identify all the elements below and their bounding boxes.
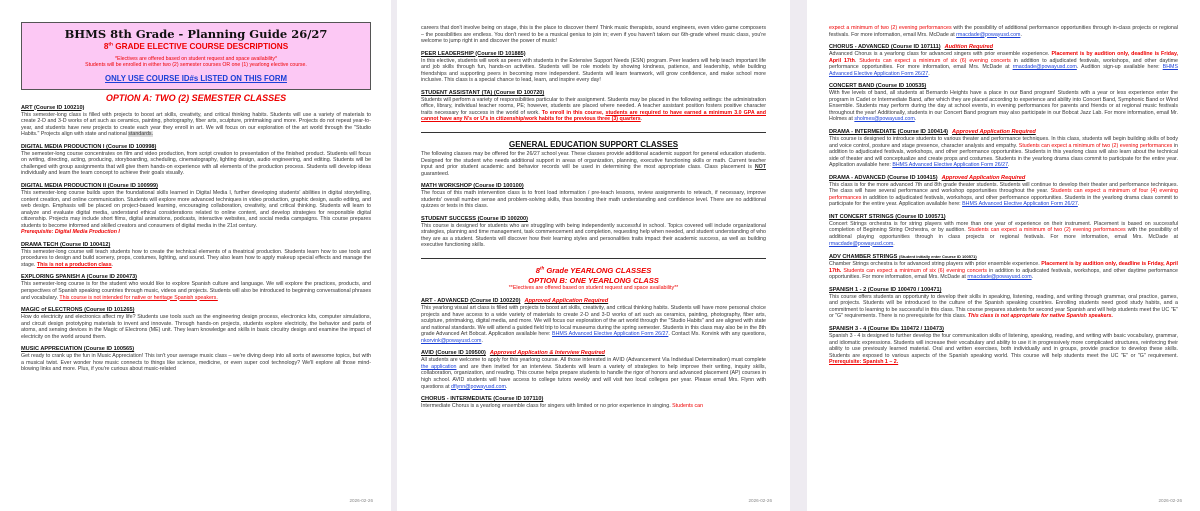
course-description: The semester-long course concentrates on film and video production, from script creation to presentation of the finished product. Students will focus on writing, directing, acting, producing, storyboarding, scheduling, cinematography, lighting design, audio engineering, and editing. Students will be challenged with group assignments that will give them hands-on experience with all elements of the production process. Students will develop ideas individually and learn the team concept to achieve their goals visually. (21, 150, 371, 177)
prerequisite-note: Prerequisite: Spanish 1 – 2. (829, 359, 899, 366)
course-description: This yearlong visual art class is filled with projects to boost art skills, creativity, and critical thinking habits. Students will have more personal choice projects and have access to a wide variety of materials to create 2-D and 3-D works of art such as ceramics, painting, photography, fiber arts, sculpture, printmaking, digital media, and more. We will focus our exploration of the art world through the "Studio Habits" and are aligned with state and national standards. We will attend a guided field trip to local museums during the spring semester. Students in this class may also be in the 8th grade Advanced Art Bobcat. Application available here: BHMS Advanced Elective Application Form 26/27. Contact Ms. Korvink with any questions, nkorvink@powayusd.com. (421, 305, 767, 344)
course-title: DIGITAL MEDIA PRODUCTION I (Course ID 100998) (21, 143, 157, 150)
course-description: This course offers students an opportunity to develop their skills in speaking, listening, reading, and writing through grammar, oral practice, games, and projects. Students will be introduced to the culture of the Spanish speaking countries. Enrolling students need good study habits, and a commitment to learning to be successful in this class. This course prepares students for second year Spanish and will help students meet the UC "E" or "G" requirements. There is no prerequisite for this class. This class is not appropriate for native Spanish speakers. (829, 293, 1178, 320)
email-link[interactable]: rmacdade@powayusd.com (829, 240, 894, 247)
course-title: CHORUS - INTERMEDIATE (Course ID 107110) (421, 396, 544, 403)
course-description: This semester-long course is for the student who would like to explore Spanish culture and language. We will explore the practices, products, and perspectives of Spanish speaking countries through music, videos and projects. Students will also be introduced to beginning conversational phrases and vocabulary. This course is not intended for native or heritage Spanish speakers. (21, 281, 371, 301)
requirement-tag: Approved Application Required (952, 129, 1036, 136)
course-title: PEER LEADERSHIP (Course ID 101885) (421, 50, 526, 57)
requirement-tag: Audition Required (944, 44, 994, 51)
warning-note: This class is not appropriate for native Spanish speakers. (967, 313, 1113, 320)
course-title: ART (Course ID 100210) (21, 104, 85, 111)
course-description: The focus of this math intervention class is to front load information / pre-teach lessons, review assignments to reteach, if necessary, improve students' overall number sense and problem-solving skills, thus boosting their math understanding and confidence level. There are no additional quizzes or tests in this class. (421, 190, 766, 210)
elective-note: *Electives are offered based on student request and space availability* Students will be enrolled in either two (2) semester courses OR one (1) yearlong elective course. (85, 56, 307, 69)
requirement-tag: Approved Application & Interview Required (489, 350, 605, 357)
course-title: EXPLORING SPANISH A (Course ID 200473) (21, 274, 138, 281)
yearlong-heading: 8th Grade YEARLONG CLASSES (535, 265, 652, 276)
section-divider (421, 258, 766, 259)
option-b-note: **Electives are offered based on student request and space availability** (508, 285, 679, 292)
course-title: INT CONCERT STRINGS (Course ID 100571) (829, 213, 946, 220)
email-link[interactable]: rmacdade@powayusd.com (956, 31, 1021, 38)
email-link[interactable]: rmacdade@powayusd.com (967, 274, 1032, 281)
course-description: How do electricity and electronics affect my life? Students use tools such as the engineering design process, electronics kits, computer simulations, and circuit design prototyping materials to invent and innovate. Through hands-on projects, students explore electricity, the behavior and parts of atoms, and sensing devices in the Magic of Electrons (ME) unit. They learn knowledge and skills in basic circuitry design and examine the impact of electricity on the world around them. (21, 314, 371, 340)
course-description: Get ready to crank up the fun in Music Appreciation! This isn't your average music class – we're diving deep into all sorts of awesome topics, but with a musical twist. Ever wonder how music connects to things like science, medicine, or even super cool technology? We'll explore all those mind-blowing links and more. Plus, if you're curious about music-related (21, 353, 371, 373)
course-description: Students will perform a variety of responsibilities particular to their assignment. Students may be placed in the following settings: the administration office, library, individual teacher rooms, PE; however, students are placed where needed. A teacher assistant position fosters positive character traits necessary for success in the world of work. To enroll in this course, students are required to have earned a minimum 3.0 GPA and cannot have any N's or U's in citizenship/work habits for the previous three (3) quarters. (421, 96, 766, 123)
page-3 (807, 0, 1200, 511)
course-title: STUDENT ASSISTANT (TA) (Course ID 100720) (421, 89, 545, 96)
course-description: This course is designed for students who are struggling with being independently successful in school. Topics covered will include organizational strategies, planning and time management, task commencement and completion, requesting help when needed, and student understanding of who they are as a student. Students will discover how their learning styles and personalities traits impact their academic success, as well as building executive functioning skills. (421, 222, 766, 249)
avid-application-link[interactable]: the application (421, 363, 457, 370)
title-box (21, 22, 371, 90)
document-subtitle: 8th GRADE ELECTIVE COURSE DESCRIPTIONS (103, 42, 289, 51)
gen-ed-heading: GENERAL EDUCATION SUPPORT CLASSES (508, 140, 679, 150)
course-title: SPANISH 1 - 2 (Course ID 100470 / 100471) (829, 286, 942, 293)
email-link[interactable]: rmacdade@powayusd.com (1012, 64, 1077, 71)
application-form-link[interactable]: BHMS Advanced Elective Application Form 26/27 (962, 201, 1078, 208)
course-title: ART - ADVANCED (Course ID 100220) Approved Application Required (421, 298, 609, 305)
section-divider (421, 132, 766, 133)
enrollment-requirement: students are required to have earned a minimum 3.0 GPA and cannot have any N's or U's in citizenship/work habits for the previous three (3) quarters (421, 109, 766, 123)
course-description: This course is designed to introduce students to various theater and performance techniques. In this class, students will begin building skills of body and voice control, posture and stage presence, character analysis and empathy. Students can expect a minimum of two (2) evening performances in addition to adjudicated festivals, workshops, and other performance opportunities. Students in this yearlong class will also learn about the technical side of theater and will conceptualize and create props and costumes. Students in the yearlong drama class commit to participate for the entire year. Application available here: BHMS Advanced Elective Application Form 26/27. (829, 136, 1178, 169)
option-a-heading: OPTION A: TWO (2) SEMESTER CLASSES (105, 92, 287, 103)
course-description: This semester-long course builds upon the foundational skills learned in Digital Media I, further developing students' abilities in digital storytelling, content creation, and online communication. Students will explore more advanced techniques in video production, graphic design, audio editing, and web design. Emphasis will be placed on project-based learning, encouraging collaboration, creativity, and critical thinking. Students will learn to analyze and evaluate digital media, understand ethical considerations related to online content, and develop strategies for responsible digital citizenship. Projects may include short films, digital animations, podcasts, interactive websites, and social media campaigns. This course prepares students to become informed and skilled creators and consumers of digital media in the 21st century. (21, 189, 371, 229)
course-description: Chamber Strings orchestra is for advanced string players with prior ensemble experience. Placement is by audition only, deadline is Friday, April 17th. Students can expect a minimum of six (6) evening concerts in addition to adjudicated festivals, workshops, and other daytime performance opportunities. For more information, email Mrs. McDade at rmacdade@powayusd.com. (829, 261, 1178, 281)
course-title: CHORUS - ADVANCED (Course ID 107111) Audition Required (829, 44, 994, 51)
email-link[interactable]: nkorvink@powayusd.com (421, 337, 482, 344)
course-description: This class is for the more advanced 7th and 8th grade theater students. Students will continue to develop their theater and performance techniques. The class will have several performance and workshop opportunities throughout the year. Students can expect a minimum of four (4) evening performances in addition to adjudicated festivals, workshops, and other performance opportunities. Students in the yearlong drama class commit to participate for the entire year. Application available here: BHMS Advanced Elective Application Form 26/27. (829, 181, 1178, 208)
email-link[interactable]: dflynn@powayusd.com (451, 383, 506, 390)
course-title: DRAMA - ADVANCED (Course ID 100415) Approved Application Required (829, 174, 1026, 181)
application-form-link[interactable]: BHMS Advanced Elective Application Form 26/27 (829, 64, 1178, 77)
warning-note: This is not a production class (36, 261, 112, 268)
course-description: Concert Strings orchestra is for string players with more than one year of experience on their instrument. Placement is based on successful completion of Beginning String Orchestra, or by audition. Students can expect a minimum of two (2) evening performances with the possibility of additional playing opportunities through in class projects or regional festivals. For more information, email Mrs. McDade at rmacdade@powayusd.com. (829, 220, 1178, 247)
course-description: Intermediate Chorus is a yearlong ensemble class for singers with limited or no prior experience in singing. Students can (421, 403, 704, 410)
document-title: BHMS 8th Grade - Planning Guide 26/27 (64, 27, 328, 41)
page-footer-date: 2026-02-26 (1158, 498, 1182, 503)
course-title: DIGITAL MEDIA PRODUCTION II (Course ID 100999) (21, 182, 158, 189)
warning-note: This course is not intended for native or heritage Spanish speakers. (59, 294, 218, 301)
course-description: Advanced Chorus is a yearlong class for advanced singers with prior ensemble experience. Placement is by audition only, deadline is Friday, April 17th. Students can expect a minimum of six (6) evening concerts in addition to adjudicated festivals, workshops, and other daytime performance opportunities. For more information, email Mrs. McDade at rmacdade@powayusd.com. Audition sign-up available here: BHMS Advanced Elective Application Form 26/27. (829, 51, 1179, 77)
course-description-continued: careers that don't involve being on stage, this is the place to discover them! Think music therapists, sound engineers, even video game composers – the possibilities are endless. You don't need to be a musical genius to join in; even if you haven't taken our 6th-grade wheel music class, you're welcome to jump right in and discover the power of music! (421, 25, 766, 45)
requirement-tag: Approved Application Required (524, 298, 609, 305)
course-title: MATH WORKSHOP (Course ID 100100) (421, 183, 524, 190)
application-form-link[interactable]: BHMS Advanced Elective Application Form 26/27 (552, 331, 669, 338)
email-link[interactable]: sholmes@powayusd.com (854, 116, 915, 123)
course-title: ADV CHAMBER STRINGS (Student initially enter Course ID 100571) (829, 254, 977, 261)
page-2 (397, 0, 790, 511)
prerequisite-note: Prerequisite: Digital Media Production I (21, 229, 120, 236)
requirement-tag: Approved Application Required (941, 174, 1026, 181)
course-description: This semester-long course will teach students how to create the technical elements of a theatrical production. Students learn how to use tools and procedures to design and build scenery, props, costumes, lighting, and sound. They also learn how to apply makeup special effects and manage the stage. This is not a production class. (21, 248, 371, 268)
course-title: SPANISH 3 - 4 (Course IDs 110472 / 110473) (829, 325, 944, 332)
course-description: All students are welcome to apply for this yearlong course. All those interested in AVID (Advancement Via Individual Determination) must complete the application and are then invited for an interview. Students will learn a variety of strategies to help improve their writing, inquiry skills, collaboration, organization, and reading. This course helps prepare students to handle the rigor of honors and advanced placement (AP) courses in high school. AVID students will have access to college tutors weekly and will visit two local colleges per year. Please email Mrs. Flynn with questions at dflynn@powayusd.com. (421, 357, 767, 390)
course-description-continued: expect a minimum of two (2) evening performances with the possibility of additional performance opportunities through in-class projects or regional festivals. For more information, email Mrs. McDade at rmacdade@powayusd.com. (829, 25, 1178, 38)
gen-ed-intro: The following classes may be offered for the 26/27 school year. These classes provide additional academic support for general education students. Designed for the student who needs additional support in areas of organization, planning, executive functioning skills or math. Current teacher input and prior student academic and behavior records will be used in determining the most appropriate class. Class placement is NOT guaranteed. (421, 151, 766, 177)
course-title: MUSIC APPRECIATION (Course ID 100565) (21, 346, 135, 353)
course-id-notice-link[interactable]: ONLY USE COURSE ID#s LISTED ON THIS FORM (105, 73, 287, 83)
course-title: STUDENT SUCCESS (Course ID 100200) (421, 215, 528, 222)
course-description: This semester-long class is filled with projects to boost art skills, creativity, and critical thinking habits. Students will use a variety of materials to create 2-D and 3-D works of art such as ceramics, painting, photography, fiber arts, sculpture, printmaking and more. Projects do not repeat year-to-year, and students have new projects to create each year they enroll in art. We will focus on our exploration of the art world through the "Studio Habits." Projects align with state and national standards. (21, 111, 371, 138)
course-title: MAGIC of ELECTRONS (Course ID 101265) (21, 307, 135, 314)
course-title: CONCERT BAND (Course ID 100535) (829, 83, 927, 90)
page-1 (0, 0, 391, 511)
course-description: Spanish 3 - 4 is designed to further develop the four communication skills of listening, speaking, reading, and writing with basic vocabulary, grammar, and idiomatic expressions. Students will increase their vocabulary and ability to use it in progressively more complicated structures, reinforcing their ability to use previously learned material. Oral and written exercises, both individually and in groups, provide practice to develop these skills. Students are exposed to various aspects of the Spanish speaking world. This course will help students meet the UC "E" or "G" requirement. Prerequisite: Spanish 1 – 2. (829, 332, 1178, 366)
course-description: In this elective, students will work as peers with students in the Extensive Support Needs (ESN) program. Peer leaders will help teach important life and job skills through fun, hands-on activities. Students will be role models by showing kindness, patience, and leadership, while building friendships and supporting peers in becoming more independent. Students will learn teamwork, will grow confidence, and make school more inclusive. This class is a special chance to lead, learn, and inspire every day! (421, 57, 766, 84)
page-footer-date: 2026-02-26 (349, 498, 373, 503)
page-footer-date: 2026-02-26 (748, 498, 772, 503)
application-form-link[interactable]: BHMS Advanced Elective Application Form 26/27 (892, 162, 1009, 169)
course-title: DRAMA - INTERMEDIATE (Course ID 100414) Approved Application Required (829, 129, 1036, 136)
course-title: DRAMA TECH (Course ID 100412) (21, 241, 111, 248)
course-title: AVID (Course ID 109500) Approved Application & Interview Required (421, 350, 605, 357)
course-description: With five levels of band, all students at Bernardo Heights have a place in our Band program! Students with a year or less experience enter the program in Cadet or Intermediate Band, after which they are placed according to experience and ability into Concert Band, Symphonic Band or Wind Ensemble. Students may perform during the day at school events, in evening performances for parents and friends or at regional music festivals throughout the year! Additionally, students in our Concert Band program may also participate in our Bobcat Jazz Lab. For more information, email Mr. Holmes at sholmes@powayusd.com. (829, 90, 1178, 123)
option-b-heading: OPTION B: ONE YEARLONG CLASS (528, 275, 659, 285)
